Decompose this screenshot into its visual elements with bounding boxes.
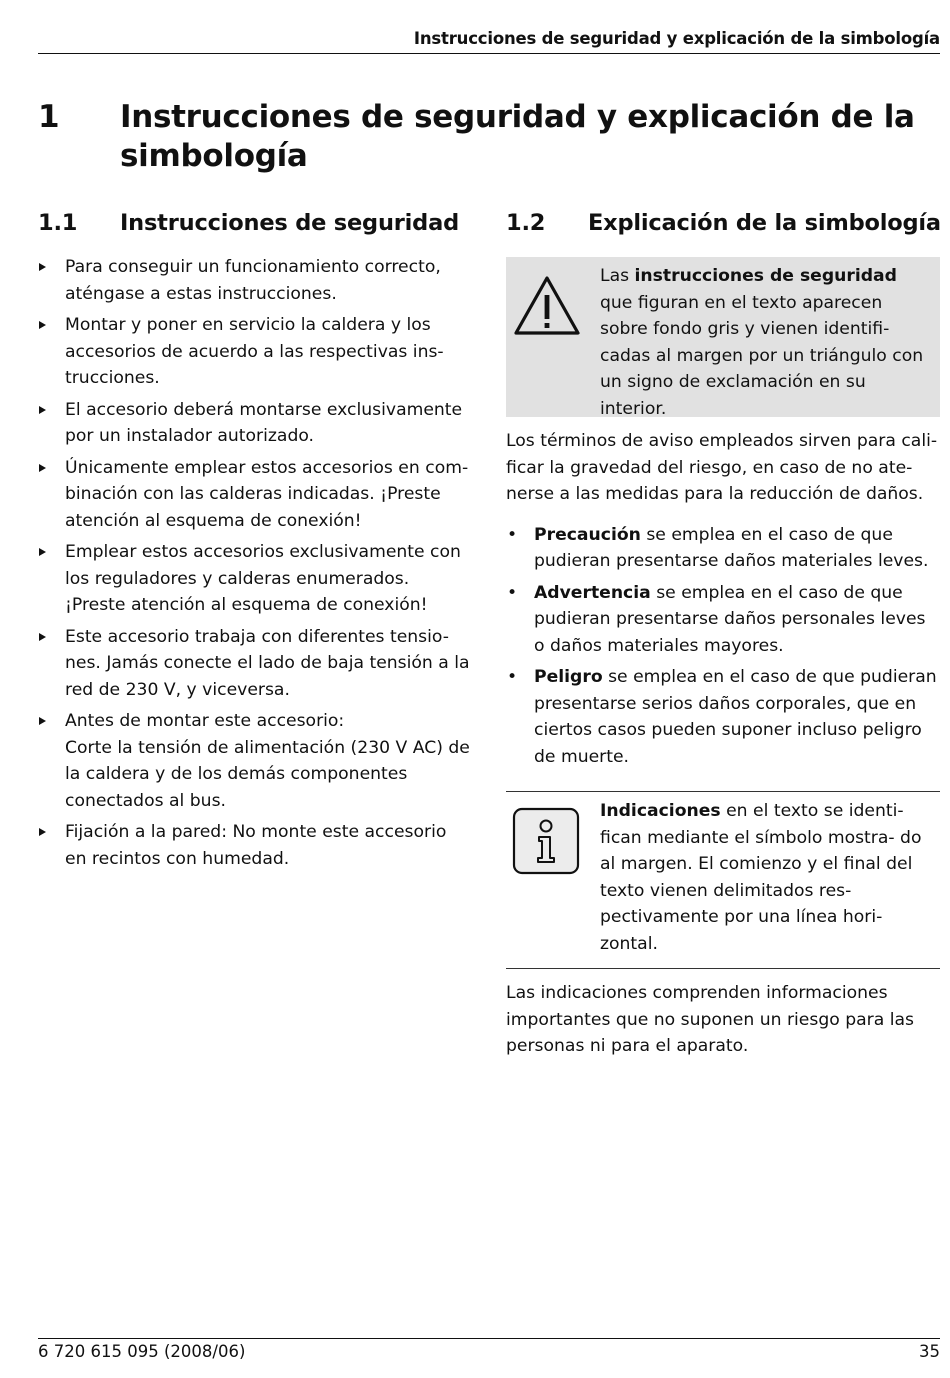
right-column (506, 210, 940, 1060)
list-item (38, 539, 473, 619)
term-description: se emplea en el caso de que pudieran presentarse daños personales leves o daños materiales mayores. (534, 582, 926, 656)
list-item (38, 708, 473, 814)
bullet-dot: • (507, 582, 518, 603)
list-item (38, 819, 473, 872)
warning-text-rest: que figuran en el texto aparecen sobre fondo gris y vienen identifi- cadas al margen por un triángulo con un signo de exclamación en su interior. (600, 292, 924, 419)
running-header (38, 29, 940, 54)
section-1-1-title: Instrucciones de seguridad (120, 210, 459, 236)
section-1-1-heading (38, 210, 473, 244)
warning-text-bold: instrucciones de seguridad (634, 266, 897, 286)
list-item-text: Para conseguir un funcionamiento correcto, aténgase a estas instrucciones. (65, 257, 441, 304)
list-item (38, 254, 473, 307)
list-item-text: Emplear estos accesorios exclusivamente con los reguladores y calderas enumerados. ¡Preste atención al esquema de conexión! (65, 542, 461, 615)
term-description: se emplea en el caso de que pudieran presentarse daños materiales leves. (534, 524, 929, 571)
list-item (38, 397, 473, 450)
triangle-bullet-icon (39, 406, 46, 414)
info-icon (512, 807, 580, 875)
list-item (506, 664, 940, 770)
triangle-bullet-icon (39, 828, 46, 836)
section-1-1-number: 1.1 (38, 210, 78, 236)
list-item-continuation: Corte la tensión de alimentación (230 V AC) de la caldera y de los demás componentes conectados al bus. (65, 737, 470, 811)
chapter-number: 1 (38, 99, 60, 135)
safety-instructions-list (38, 254, 473, 872)
list-item-text: Antes de montar este accesorio: (65, 711, 345, 731)
triangle-bullet-icon (39, 464, 46, 472)
term-label: Advertencia (534, 582, 651, 603)
note-box (506, 791, 940, 969)
triangle-bullet-icon (39, 263, 46, 271)
note-text-rest: en el texto se identi- fican mediante el símbolo mostra- do al margen. El comienzo y el final del texto vienen delimitados res- pectivamente por una línea hori- zontal. (600, 801, 922, 954)
list-item (38, 624, 473, 704)
term-label: Precaución (534, 524, 641, 545)
document-number: 6 720 615 095 (2008/06) (38, 1342, 246, 1361)
list-item-text: Únicamente emplear estos accesorios en com- binación con las calderas indicadas. ¡Preste atención al esquema de conexión! (65, 457, 469, 531)
list-item (506, 522, 940, 575)
list-item (506, 580, 940, 660)
closing-paragraph: Las indicaciones comprenden informaciones importantes que no suponen un riesgo para las personas ni para el aparato. (506, 983, 914, 1056)
left-column (38, 210, 473, 877)
section-1-2-heading (506, 210, 940, 244)
list-item (38, 455, 473, 535)
list-item (38, 312, 473, 392)
warning-text-lead: Las (600, 266, 635, 286)
triangle-bullet-icon (39, 717, 46, 725)
term-description: se emplea en el caso de que pudieran presentarse serios daños corporales, que en ciertos casos pueden suponer incluso peligro de muerte. (534, 667, 937, 767)
triangle-bullet-icon (39, 633, 46, 641)
section-1-2-number: 1.2 (506, 210, 546, 236)
page-number: 35 (919, 1342, 940, 1361)
bullet-dot: • (507, 667, 518, 687)
section-1-2-title: Explicación de la simbología (588, 210, 941, 236)
list-item-text: Fijación a la pared: No monte este accesorio en recintos con humedad. (65, 822, 447, 869)
running-header-title: Instrucciones de seguridad y explicación de la simbología (413, 29, 940, 48)
list-item-text: El accesorio deberá montarse exclusivamente por un instalador autorizado. (65, 399, 463, 446)
list-item-text: Este accesorio trabaja con diferentes tensio- nes. Jamás conecte el lado de baja tensión a la red de 230 V, y viceversa. (65, 626, 470, 700)
chapter-heading (38, 98, 918, 176)
safety-warning-box (506, 257, 940, 417)
chapter-title: Instrucciones de seguridad y explicación de la simbología (120, 99, 915, 174)
signal-words-intro: Los términos de aviso empleados sirven para cali- ficar la gravedad del riesgo, en caso de no ate- nerse a las medidas para la reducción de daños. (506, 431, 938, 504)
bullet-dot: • (507, 524, 518, 545)
term-label: Peligro (534, 667, 603, 687)
note-text-bold: Indicaciones (600, 801, 721, 821)
triangle-bullet-icon (39, 321, 46, 329)
signal-words-list (506, 522, 940, 771)
triangle-bullet-icon (39, 548, 46, 556)
page-footer (38, 1338, 940, 1361)
warning-triangle-icon (512, 273, 582, 337)
list-item-text: Montar y poner en servicio la caldera y los accesorios de acuerdo a las respectivas ins- trucciones. (65, 315, 444, 388)
